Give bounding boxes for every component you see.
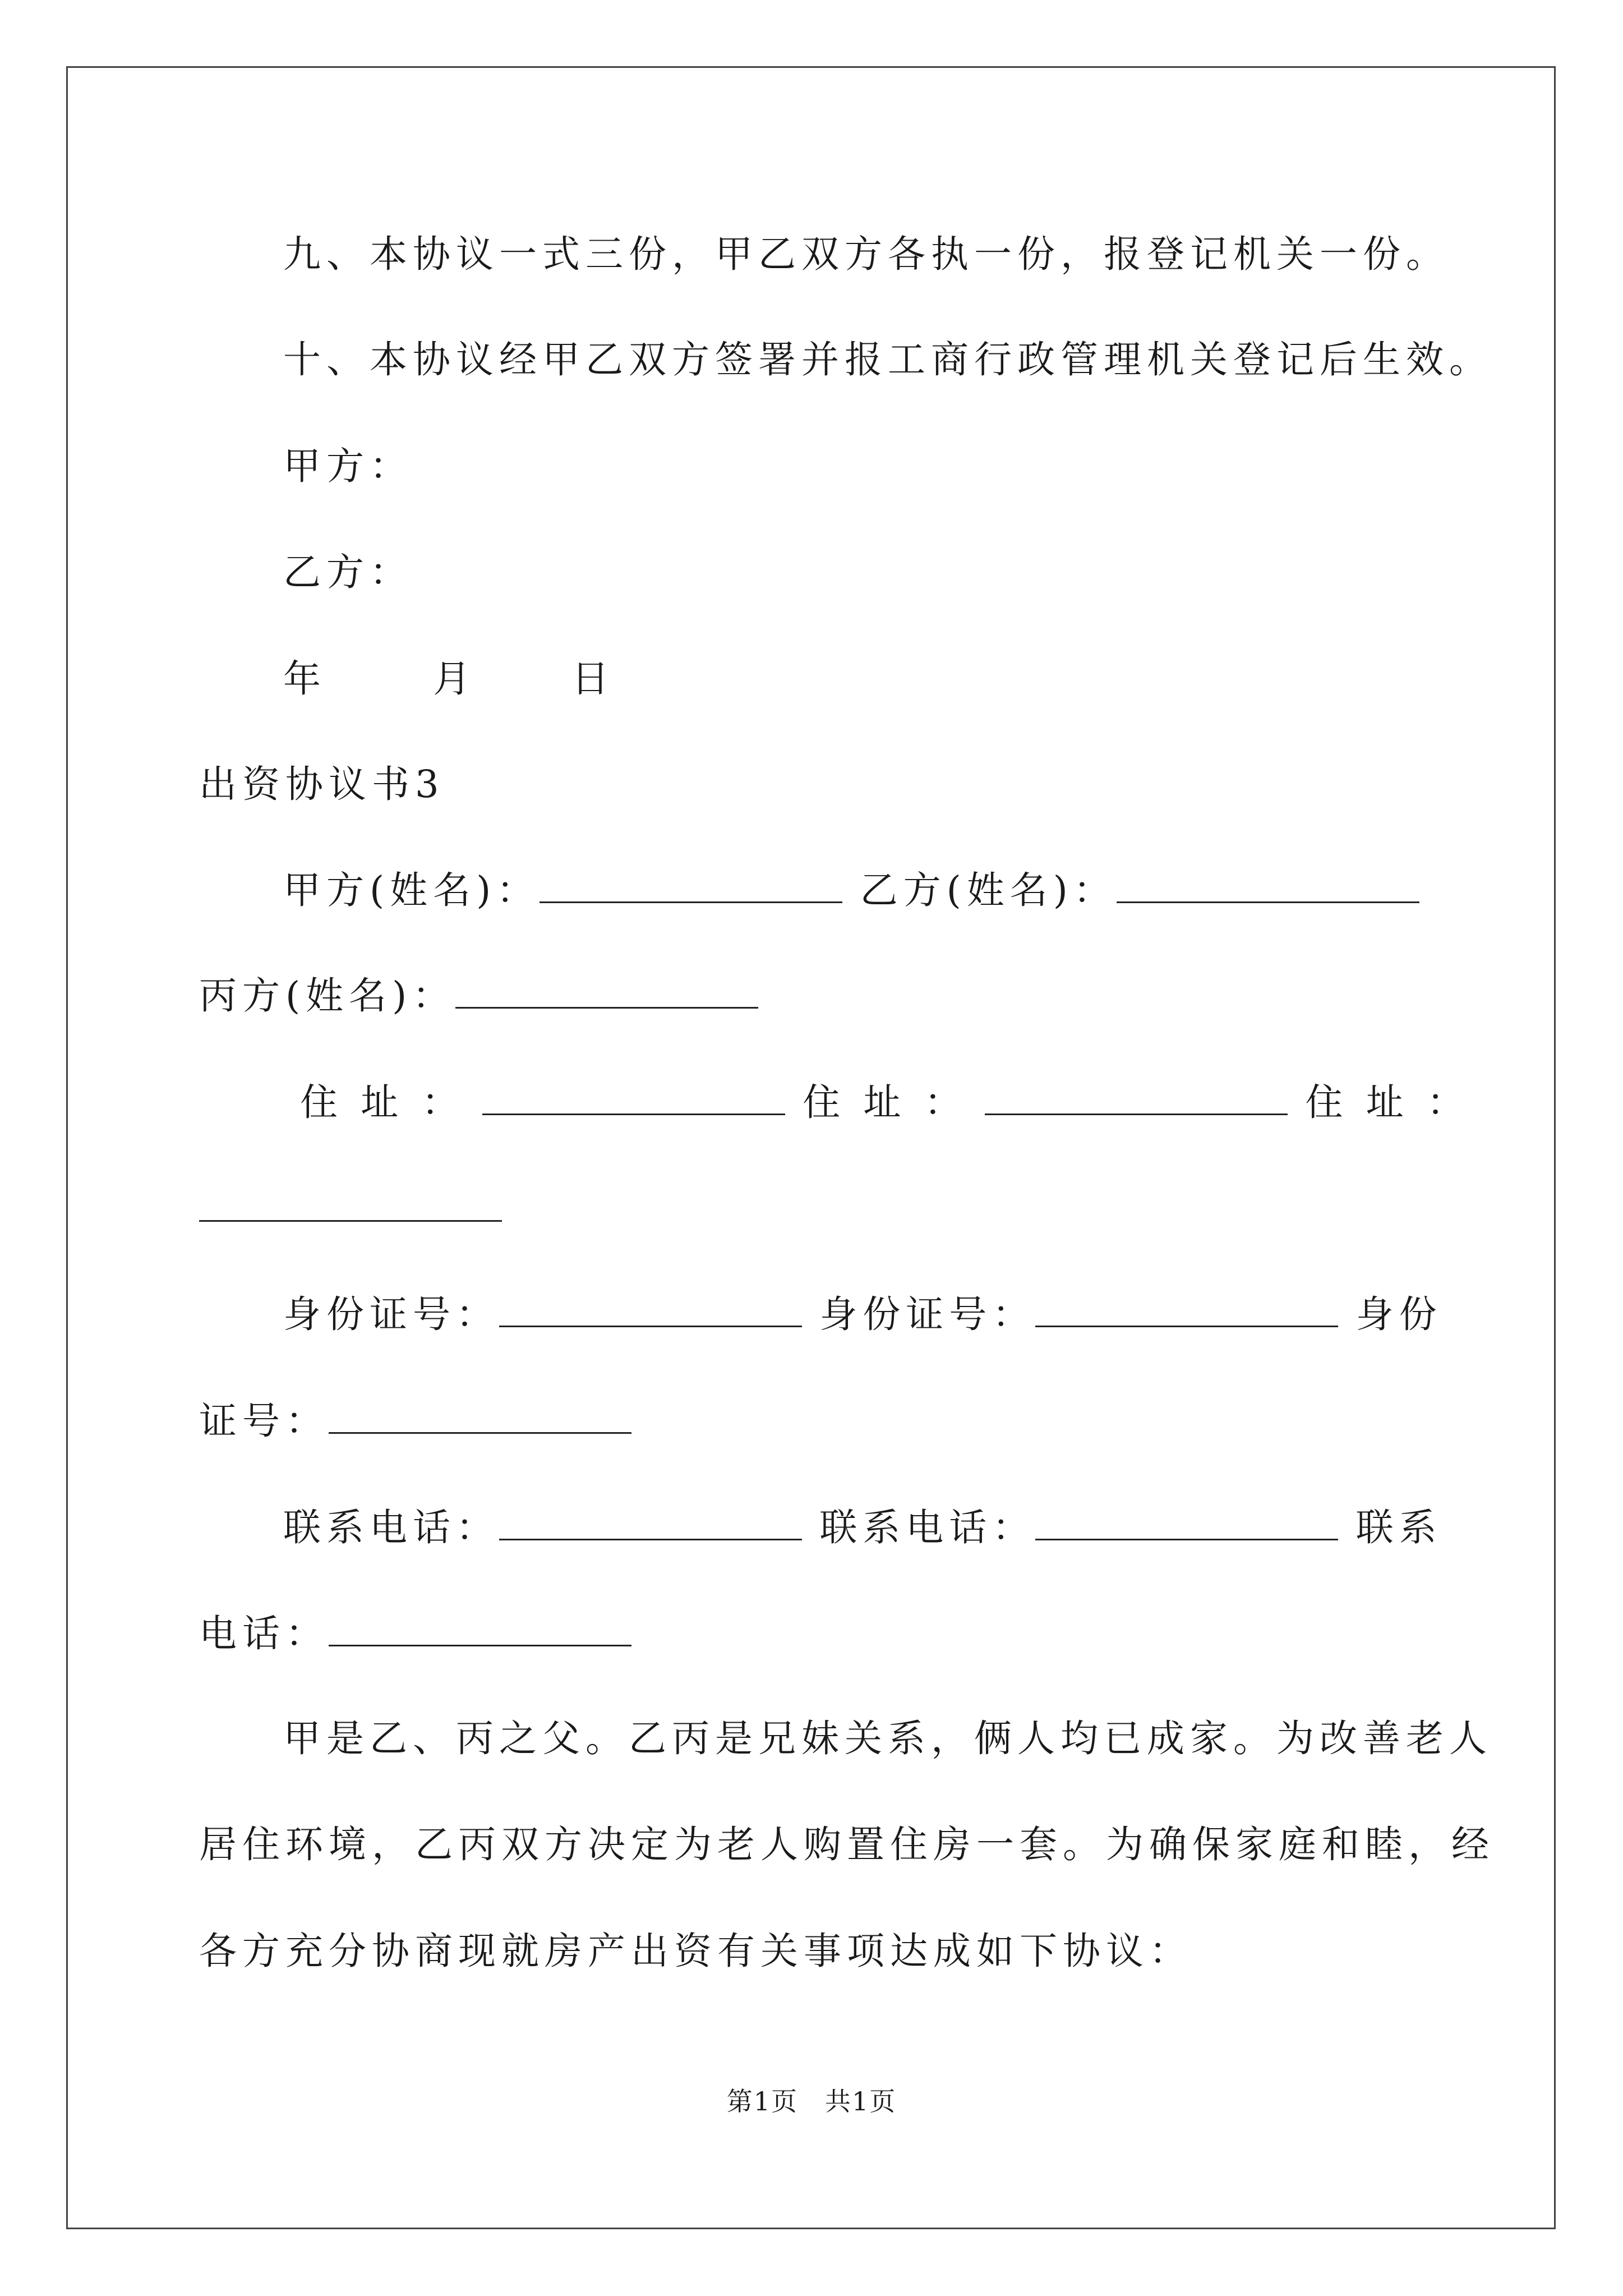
id-c-row <box>199 1390 631 1452</box>
party-a-signature-label: 甲方： <box>283 444 413 488</box>
phone-label-c-part1: 联系 <box>1355 1506 1442 1549</box>
clause-ten: 十、本协议经甲乙双方签署并报工商行政管理机关登记后生效。 <box>283 338 1492 381</box>
address-c-row <box>199 1178 502 1240</box>
id-label-c-part1: 身份 <box>1355 1292 1442 1336</box>
signature-date <box>283 648 615 710</box>
phone-b-blank <box>1035 1505 1338 1540</box>
name-c-blank <box>455 973 758 1009</box>
phone-row <box>283 1497 1442 1558</box>
address-row <box>300 1071 1470 1133</box>
address-b-blank <box>985 1080 1288 1115</box>
phone-label-c-part2: 电话： <box>199 1612 329 1655</box>
id-c-blank <box>329 1398 631 1434</box>
id-row <box>283 1283 1442 1345</box>
date-day: 日 <box>571 657 615 701</box>
id-a-blank <box>499 1292 802 1327</box>
phone-label-b: 联系电话： <box>819 1506 1036 1549</box>
clause-nine: 九、本协议一式三份，甲乙双方各执一份，报登记机关一份。 <box>283 232 1449 276</box>
address-label-a: 住 址 ： <box>300 1080 465 1124</box>
name-b-blank <box>1117 868 1419 903</box>
page-footer: 第1页 共1页 <box>726 2086 897 2116</box>
body-paragraph-line3: 各方充分协商现就房产出资有关事项达成如下协议： <box>199 1929 1192 1973</box>
section-title: 出资协议书3 <box>199 762 445 806</box>
name-c-label: 丙方(姓名)： <box>199 974 456 1018</box>
date-month: 月 <box>433 657 476 701</box>
address-c-blank <box>199 1186 502 1222</box>
id-b-blank <box>1035 1292 1338 1327</box>
party-c-name-row <box>199 965 758 1027</box>
party-names-row <box>283 859 1419 921</box>
address-label-b: 住 址 ： <box>803 1080 967 1124</box>
name-a-label: 甲方(姓名)： <box>283 868 540 912</box>
phone-c-row <box>199 1603 631 1664</box>
phone-label-a: 联系电话： <box>283 1506 499 1549</box>
page-border <box>66 66 1556 2229</box>
body-paragraph-line2: 居住环境，乙丙双方决定为老人购置住房一套。为确保家庭和睦，经 <box>199 1823 1495 1866</box>
party-b-signature-label: 乙方： <box>283 550 413 594</box>
id-label-a: 身份证号： <box>283 1292 499 1336</box>
phone-c-blank <box>329 1611 631 1646</box>
address-a-blank <box>482 1080 785 1115</box>
phone-a-blank <box>499 1505 802 1540</box>
id-label-c-part2: 证号： <box>199 1399 329 1443</box>
body-paragraph-line1: 甲是乙、丙之父。乙丙是兄妹关系，俩人均已成家。为改善老人 <box>283 1717 1492 1760</box>
address-label-c: 住 址 ： <box>1305 1080 1470 1124</box>
name-b-label: 乙方(姓名)： <box>860 868 1117 912</box>
id-label-b: 身份证号： <box>819 1292 1036 1336</box>
date-year: 年 <box>283 657 326 701</box>
name-a-blank <box>540 868 842 903</box>
